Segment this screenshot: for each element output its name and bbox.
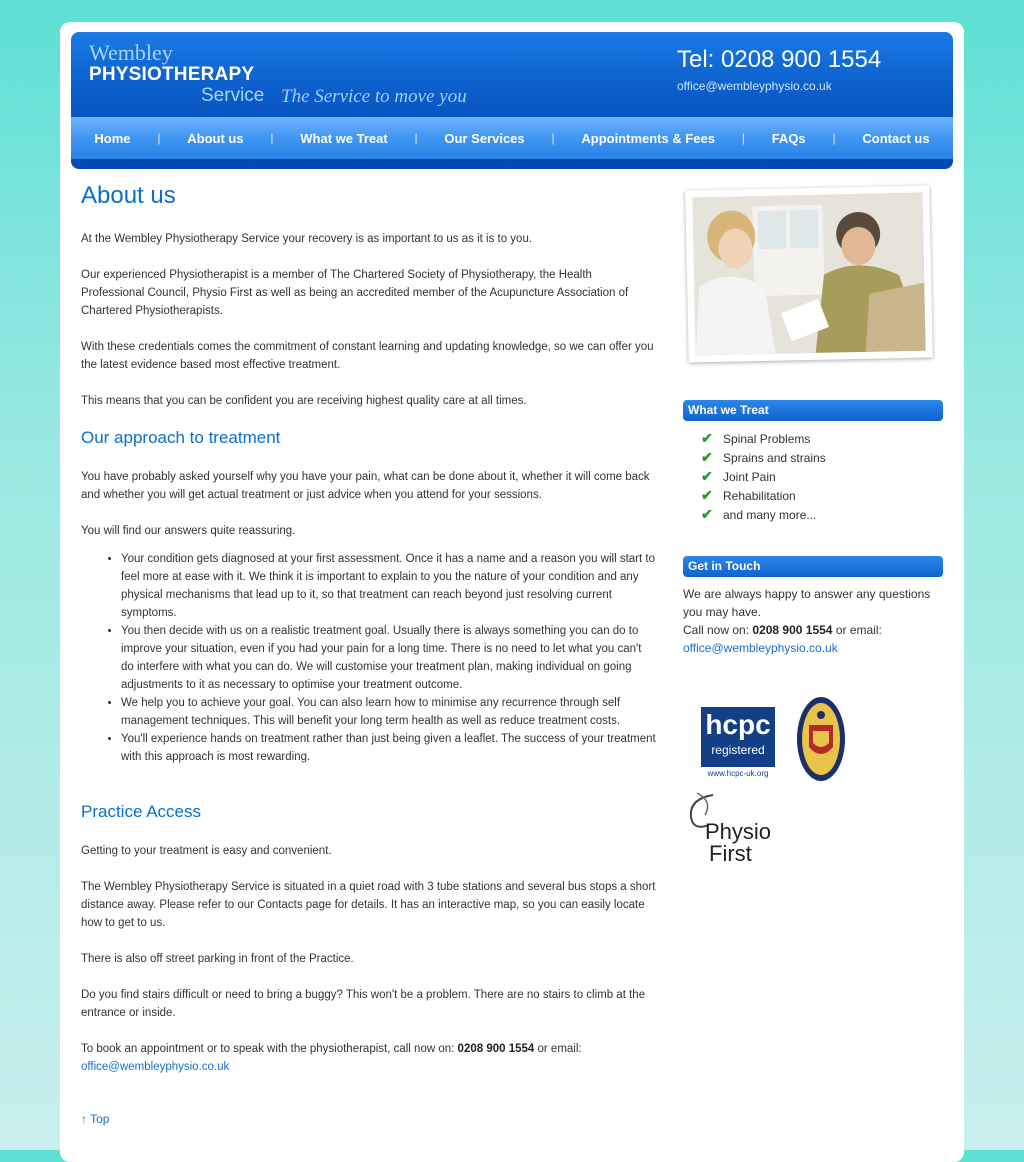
booking-paragraph [81,1040,656,1076]
tagline: The Service to move you [281,86,467,107]
photo-illustration [692,193,925,356]
nav-separator: | [832,131,836,145]
checkmark-icon: ✔ [701,487,713,503]
list-item [701,448,943,467]
hcpc-logo[interactable] [701,707,775,783]
site-header [71,32,953,169]
booking-or: or email: [537,1043,582,1055]
hcpc-title: hcpc [705,709,771,740]
intro-paragraph: At the Wembley Physiotherapy Service your recovery is as important to us as it is to you. [81,233,533,245]
touch-call: Call now on: [683,623,750,637]
list-item [701,505,943,524]
csp-crest-icon [795,695,847,783]
what-we-treat-title: What we Treat [683,400,943,421]
list-item: • You then decide with us on a realistic treatment goal. Usually there is always something you can do to improve your situation, even if you had your pain for a long time. There is no need to let what you can't do interfere with what you can do. We will customise your treatment plan, making individual on going adjustments to it as necessary to optimise your treatment outcome. [121,622,656,694]
nav-separator: | [551,131,555,145]
list-item: • We help you to achieve your goal. You can also learn how to minimise any recurrence through self management techniques. This will benefit your long term health as well as reduce treatment costs. [121,694,656,730]
nav-our-services[interactable]: Our Services [444,130,525,146]
nav-home[interactable]: Home [94,130,131,146]
accreditation-logos [683,695,943,885]
page-container [60,22,964,1162]
booking-text: To book an appointment or to speak with the physiotherapist, call now on: [81,1043,455,1055]
access-paragraph: Getting to your treatment is easy and convenient. [81,845,332,857]
nav-separator: | [270,131,274,145]
list-item: • You'll experience hands on treatment rather than just being given a leaflet. The success of your treatment with this approach is most rewarding. [121,730,656,766]
treat-list [701,429,943,524]
get-in-touch-text [683,585,943,657]
approach-heading: Our approach to treatment [81,428,281,447]
touch-email-link[interactable]: office@wembleyphysio.co.uk [683,641,838,655]
nav-separator: | [414,131,418,145]
approach-list [121,550,656,766]
nav-appointments-fees[interactable]: Appointments & Fees [581,130,715,146]
list-item: • Your condition gets diagnosed at your first assessment. Once it has a name and a reason you will start to feel more at ease with it. We think it is important to explain to you the nature of your condition and any physical mechanisms that lead up to it, so that treatment can reach beyond just resolving current symptoms. [121,550,656,622]
touch-or: or email: [835,623,882,637]
approach-paragraph: You will find our answers quite reassuring. [81,525,296,537]
hcpc-url: www.hcpc-uk.org [707,769,769,778]
intro-paragraph: This means that you can be confident you are receiving highest quality care at all times. [81,395,527,407]
page-title: About us [81,182,176,209]
get-in-touch-title: Get in Touch [683,556,943,577]
main-nav [71,117,953,159]
header-phone: Tel: 0208 900 1554 [677,46,882,73]
nav-separator: | [157,131,161,145]
booking-phone: 0208 900 1554 [457,1043,535,1055]
csp-crest-logo[interactable] [795,695,847,786]
site-logo[interactable] [89,42,264,106]
sidebar [683,188,943,885]
logo-line-2: PHYSIOTHERAPY [89,64,255,85]
logo-line-3: Service [201,85,265,106]
consultation-photo [685,185,933,362]
treat-item-label: Joint Pain [723,470,776,484]
back-to-top-link[interactable]: ↑ Top [81,1112,110,1126]
treat-item-label: Spinal Problems [723,432,811,446]
list-item [701,467,943,486]
main-content [81,182,656,1126]
treat-item-label: Sprains and strains [723,451,826,465]
intro-paragraph: With these credentials comes the commitment of constant learning and updating knowledge, so we can offer you the latest evidence based most effective treatment. [81,341,654,371]
touch-phone: 0208 900 1554 [752,623,833,637]
touch-intro: We are always happy to answer any questions you may have. [683,587,931,619]
access-heading: Practice Access [81,802,201,821]
access-paragraph: There is also off street parking in front of the Practice. [81,953,354,965]
checkmark-icon: ✔ [701,430,713,446]
header-email-link[interactable]: office@wembleyphysio.co.uk [677,79,832,93]
nav-separator: | [741,131,745,145]
physio-first-line-2: First [709,841,752,866]
photo-image [692,193,925,356]
nav-about-us[interactable]: About us [187,130,244,146]
nav-contact-us[interactable]: Contact us [862,130,930,146]
intro-paragraph: Our experienced Physiotherapist is a member of The Chartered Society of Physiotherapy, the Health Professional Council, Physio First as well as being an accredited member of the Acupuncture Association of Chartered Physiotherapists. [81,269,629,317]
list-item [701,429,943,448]
checkmark-icon: ✔ [701,468,713,484]
access-paragraph: Do you find stairs difficult or need to bring a buggy? This won't be a problem. There are no stairs to climb at the entrance or inside. [81,989,646,1019]
checkmark-icon: ✔ [701,449,713,465]
hcpc-subtitle: registered [711,743,765,757]
booking-email-link[interactable]: office@wembleyphysio.co.uk [81,1061,230,1073]
treat-item-label: and many more... [723,508,817,522]
nav-faqs[interactable]: FAQs [771,130,806,146]
physio-first-logo[interactable] [683,791,773,871]
logo-line-1: Wembley [89,40,173,65]
list-item [701,486,943,505]
physio-first-line-1: Physio [705,819,772,844]
nav-what-we-treat[interactable]: What we Treat [300,130,388,146]
approach-paragraph: You have probably asked yourself why you have your pain, what can be done about it, whether it will come back and whether you will get actual treatment or just advice when you attend for your sessions. [81,471,650,501]
checkmark-icon: ✔ [701,506,713,522]
access-paragraph: The Wembley Physiotherapy Service is situated in a quiet road with 3 tube stations and several bus stops a short distance away. Please refer to our Contacts page for details. It has an interactive map, so you can easily locate how to get to us. [81,881,656,929]
treat-item-label: Rehabilitation [723,489,796,503]
